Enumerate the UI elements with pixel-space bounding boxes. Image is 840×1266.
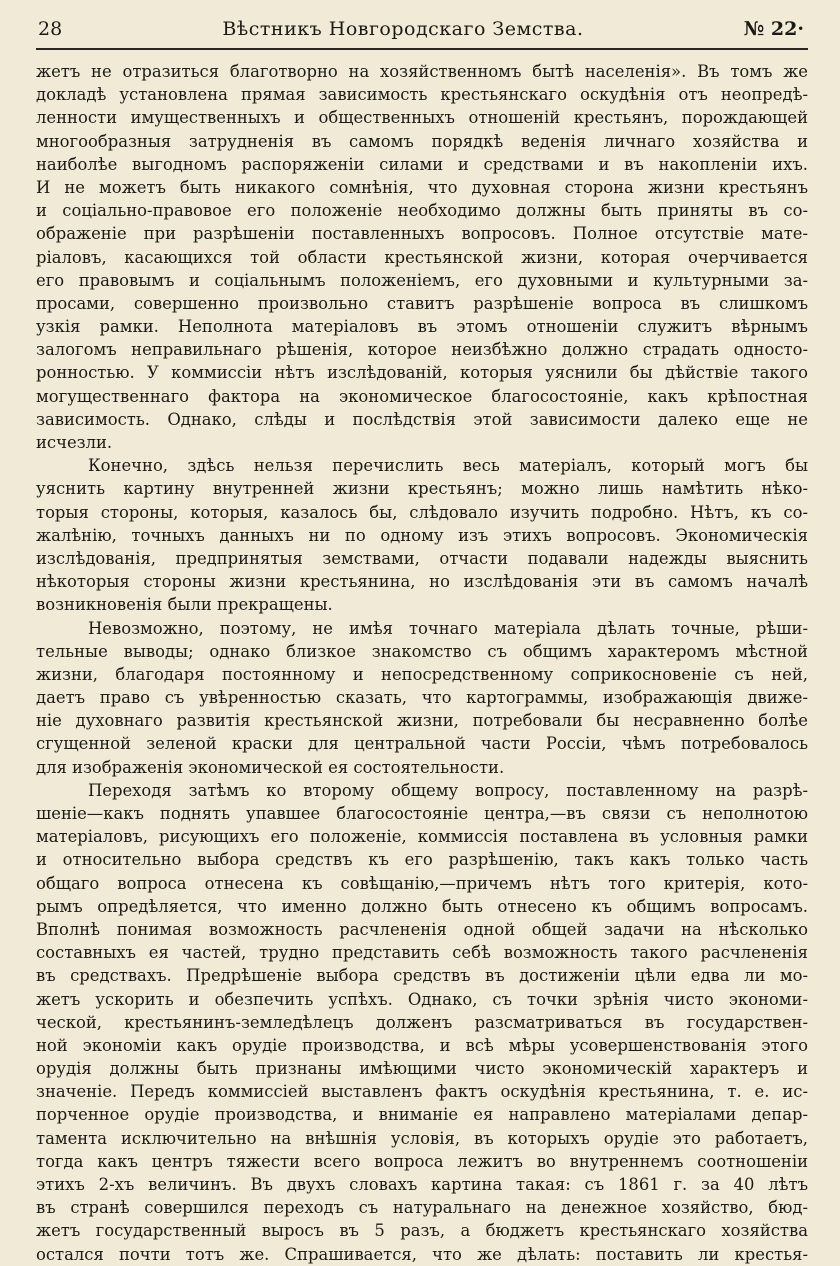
text-line: ніе духовнаго развитія крестьянской жизни, потребовали бы несравненно болѣе xyxy=(36,711,808,731)
article-body xyxy=(36,60,808,1266)
text-line: наиболѣе выгодномъ распоряженіи силами и средствами и въ накопленіи ихъ. xyxy=(36,154,808,174)
text-line: уяснить картину внутренней жизни крестьянъ; можно лишь намѣтить нѣко- xyxy=(36,479,808,499)
text-line: просами, совершенно произвольно ставитъ разрѣшеніе вопроса въ слишкомъ xyxy=(36,293,808,313)
text-line: Вполнѣ понимая возможность расчлененія одной общей задачи на нѣсколько xyxy=(36,919,808,939)
text-line: возникновенія были прекращены. xyxy=(36,595,333,615)
text-line: матеріаловъ, рисующихъ его положеніе, коммиссія поставлена въ условныя рамки xyxy=(36,827,808,847)
text-line: тогда какъ центръ тяжести всего вопроса лежитъ во внутреннемъ соотношеніи xyxy=(36,1151,808,1171)
text-line: жетъ не отразиться благотворно на хозяйственномъ бытѣ населенія». Въ томъ же xyxy=(36,62,808,81)
text-line: Конечно, здѣсь нельзя перечислить весь матеріалъ, который могъ бы xyxy=(88,456,808,476)
text-line: ной экономіи какъ орудіе производства, и всѣ мѣры усовершенствованія этого xyxy=(36,1035,808,1055)
text-line: изслѣдованія, предпринятыя земствами, отчасти подавали надежды выяснить xyxy=(36,548,808,568)
text-line: порченное орудіе производства, и вниманіе ея направлено матеріалами депар- xyxy=(36,1105,808,1125)
text-line: докладѣ установлена прямая зависимость крестьянскаго оскудѣнія отъ неопредѣ- xyxy=(36,85,808,105)
text-line: жизни, благодаря постоянному и непосредственному соприкосновеніе съ ней, xyxy=(36,664,808,684)
text-line: для изображенія экономической ея состоятельности. xyxy=(36,757,505,777)
text-line: нѣкоторыя стороны жизни крестьянина, но изслѣдованія эти въ самомъ началѣ xyxy=(36,572,808,592)
issue-number: № 22· xyxy=(743,18,804,40)
text-line: ображеніе при разрѣшеніи поставленныхъ вопросовъ. Полное отсутствіе мате- xyxy=(36,224,808,244)
text-line: тельные выводы; однако близкое знакомство съ общимъ характеромъ мѣстной xyxy=(36,641,808,661)
text-line: въ странѣ совершился переходъ съ натуральнаго на денежное хозяйство, бюд- xyxy=(36,1198,808,1218)
text-line: ленности имущественныхъ и общественныхъ отношеній крестьянъ, порождающей xyxy=(36,108,808,128)
text-line: торыя стороны, которыя, казалось бы, слѣдовало изучить подробно. Нѣтъ, къ со- xyxy=(36,502,808,522)
text-line: жетъ государственный выросъ въ 5 разъ, а бюджетъ крестьянскаго хозяйства xyxy=(36,1221,808,1241)
journal-title: Вѣстникъ Новгородскаго Земства. xyxy=(222,18,584,40)
page-number: 28 xyxy=(38,18,63,40)
text-line: шеніе—какъ поднять упавшее благосостояніе центра,—въ связи съ неполнотою xyxy=(36,804,808,823)
text-line: составныхъ ея частей, трудно представить себѣ возможность такого расчлененія xyxy=(36,943,808,963)
text-line: значеніе. Передъ коммиссіей выставленъ фактъ оскудѣнія крестьянина, т. е. ис- xyxy=(36,1082,808,1102)
text-line: исчезли. xyxy=(36,433,113,452)
text-line: въ средствахъ. Предрѣшеніе выбора средствъ въ достиженіи цѣли едва ли мо- xyxy=(36,966,808,986)
text-line: остался почти тотъ же. Спрашивается, что же дѣлать: поставить ли крестья- xyxy=(36,1244,808,1264)
text-line: и соціально-правовое его положеніе необходимо должны быть приняты въ со- xyxy=(36,201,808,221)
text-line: ріаловъ, касающихся той области крестьянской жизни, которая очерчивается xyxy=(36,247,808,267)
text-line: орудія должны быть признаны имѣющими чисто экономическій характеръ и xyxy=(36,1059,808,1079)
text-line: этихъ 2-хъ величинъ. Въ двухъ словахъ картина такая: съ 1861 г. за 40 лѣтъ xyxy=(36,1175,808,1194)
text-line: сгущенной зеленой краски для центральной части Россіи, чѣмъ потребовалось xyxy=(36,734,808,754)
text-line: общаго вопроса отнесена къ совѣщанію,—причемъ нѣтъ того критерія, кото- xyxy=(36,873,808,893)
text-line: жетъ ускорить и обезпечить успѣхъ. Однако, съ точки зрѣнія чисто экономи- xyxy=(36,989,808,1009)
text-line: ческой, крестьянинъ-земледѣлецъ долженъ разсматриваться въ государствен- xyxy=(36,1012,808,1032)
text-line: его правовымъ и соціальнымъ положеніемъ, его духовными и культурными за- xyxy=(36,270,808,290)
text-line: Переходя затѣмъ ко второму общему вопросу, поставленному на разрѣ- xyxy=(88,780,808,800)
text-line: многообразныя затрудненія въ самомъ порядкѣ веденія личнаго хозяйства и xyxy=(36,131,808,151)
text-line: тамента исключительно на внѣшнія условія, въ которыхъ орудіе это работаетъ, xyxy=(36,1128,808,1148)
text-line: даетъ право съ увѣренностью сказать, что картограммы, изображающія движе- xyxy=(36,688,808,708)
running-header xyxy=(36,18,808,50)
text-line: И не можетъ быть никакого сомнѣнія, что духовная сторона жизни крестьянъ xyxy=(36,177,808,197)
text-line: Невозможно, поэтому, не имѣя точнаго матеріала дѣлать точные, рѣши- xyxy=(88,618,808,638)
text-line: зависимость. Однако, слѣды и послѣдствія этой зависимости далеко еще не xyxy=(36,409,808,429)
text-line: узкія рамки. Неполнота матеріаловъ въ этомъ отношеніи служитъ вѣрнымъ xyxy=(36,317,808,337)
text-line: залогомъ неправильнаго рѣшенія, которое неизбѣжно должно страдать односто- xyxy=(36,340,808,360)
text-line: рымъ опредѣляется, что именно должно быть отнесено къ общимъ вопросамъ. xyxy=(36,896,808,916)
text-line: ронностью. У коммиссіи нѣтъ изслѣдованій, которыя уяснили бы дѣйствіе такого xyxy=(36,363,808,383)
text-line: могущественнаго фактора на экономическое благосостояніе, какъ крѣпостная xyxy=(36,386,808,406)
text-line: жалѣнію, точныхъ данныхъ ни по одному изъ этихъ вопросовъ. Экономическія xyxy=(36,525,808,545)
text-line: и относительно выбора средствъ къ его разрѣшенію, такъ какъ только часть xyxy=(36,850,808,870)
